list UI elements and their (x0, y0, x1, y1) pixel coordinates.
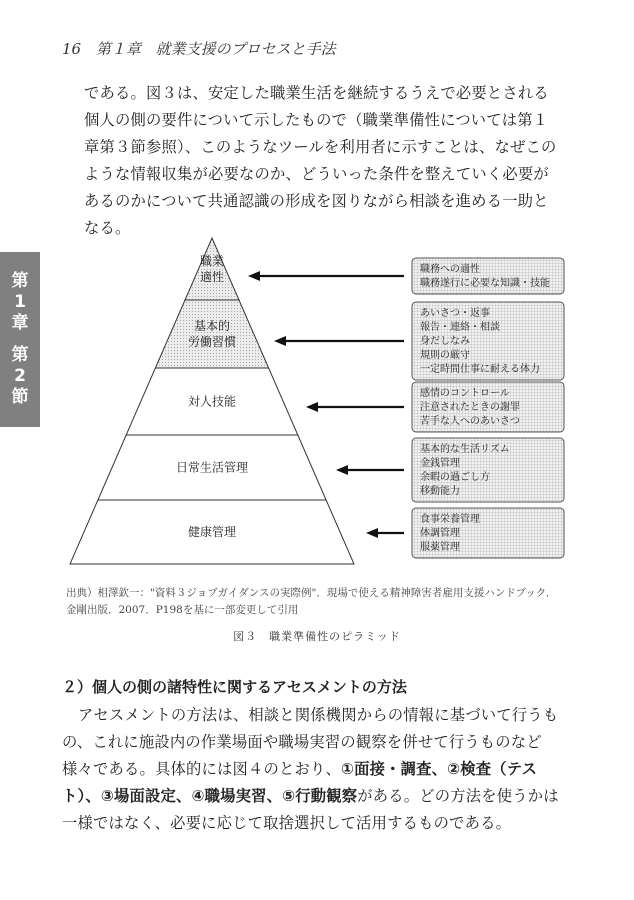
side-tab-char: 章 (11, 313, 29, 334)
requirement-item: 余暇の過ごし方 (420, 472, 490, 483)
figure-caption: 図３ 職業準備性のピラミッド (233, 630, 401, 643)
arrow-head-icon (274, 336, 286, 346)
requirement-item: 基本的な生活リズム (420, 444, 510, 455)
section-heading: ２）個人の側の諸特性に関するアセスメントの方法 (62, 678, 407, 696)
arrow-head-icon (336, 465, 348, 475)
pyramid-level-label: 基本的 (193, 319, 231, 333)
requirement-item: 注意されたときの謝罪 (420, 402, 520, 413)
requirement-item: 体調管理 (420, 528, 460, 539)
requirement-item: 移動能力 (420, 486, 460, 497)
requirement-item: あいさつ・返事 (420, 308, 490, 319)
requirement-item: 職務への適性 (420, 264, 480, 275)
paragraph-text: アセスメントの方法は、相談と関係機関からの情報に基づいて行うもの、これに施設内の作業場面や職場実習の観察を併せて行うものなど様々である。具体的には図４のとおり、 (62, 706, 559, 778)
pyramid-level-label: 労働習慣 (187, 335, 237, 349)
paragraph-text: がある。どの方法を使うかは一様ではなく、必要に応じて取捨選択して活用するものである。 (62, 787, 559, 832)
requirement-item: 金銭管理 (420, 458, 460, 469)
job-readiness-pyramid-figure (60, 230, 580, 580)
side-tab-char: 第 (11, 344, 29, 365)
figure-source-note (66, 585, 566, 619)
intro-paragraph: である。図３は、安定した職業生活を継続するうえで必要とされる個人の側の要件について示したもので（職業準備性については第１章第３節参照）、このようなツールを利用者に示すことは、なぜこのような情報収集が必要なのか、どういった条件を整えていく必要があるのかについて共通認識の形成を図りながら相談を進める一助となる。 (84, 84, 557, 237)
pyramid-level-label: 職業 (199, 254, 225, 268)
paragraph-emphasis: ①面接・調査、②検査（テスト）、③場面設定、④職場実習、⑤行動観察 (62, 760, 538, 805)
source-line: 出典）相澤欽一："資料３ジョブガイダンスの実際例"．現場で使える精神障害者雇用支援ハンドブック． (66, 587, 557, 599)
requirement-item: 職務遂行に必要な知識・技能 (420, 278, 550, 289)
pyramid-level-label: 対人技能 (187, 394, 237, 409)
requirement-item: 服薬管理 (420, 542, 460, 553)
requirement-item: 食事栄養管理 (420, 514, 480, 525)
requirement-item: 身だしなみ (420, 336, 470, 347)
pyramid-level-label: 健康管理 (187, 525, 237, 539)
arrow-head-icon (306, 402, 318, 412)
requirement-item: 規則の厳守 (420, 350, 470, 361)
page-number: 16 (62, 40, 82, 58)
assessment-paragraph (62, 702, 562, 837)
running-header (62, 38, 346, 59)
pyramid-level-label: 日常生活管理 (175, 460, 249, 475)
side-tab-char: 第 (11, 270, 29, 291)
chapter-side-tab (0, 252, 40, 427)
side-tab-char: 1 (14, 292, 26, 312)
requirement-item: 感情のコントロール (420, 388, 510, 399)
pyramid-level-label: 適性 (199, 270, 225, 284)
arrow-head-icon (248, 271, 260, 281)
chapter-label: 第１章 (95, 40, 141, 58)
side-tab-char: 節 (11, 387, 29, 407)
requirement-item: 報告・連絡・相談 (420, 322, 500, 333)
arrow-head-icon (366, 528, 378, 538)
requirement-item: 一定時間仕事に耐える体力 (420, 364, 540, 375)
pyramid-level (155, 300, 268, 368)
pyramid-level (185, 238, 239, 300)
side-tab-char: 2 (14, 365, 26, 386)
chapter-title: 就業支援のプロセスと手法 (155, 40, 336, 58)
source-line: 金剛出版．2007．P198を基に一部変更して引用 (66, 604, 299, 616)
requirement-item: 苦手な人へのあいさつ (420, 416, 520, 427)
